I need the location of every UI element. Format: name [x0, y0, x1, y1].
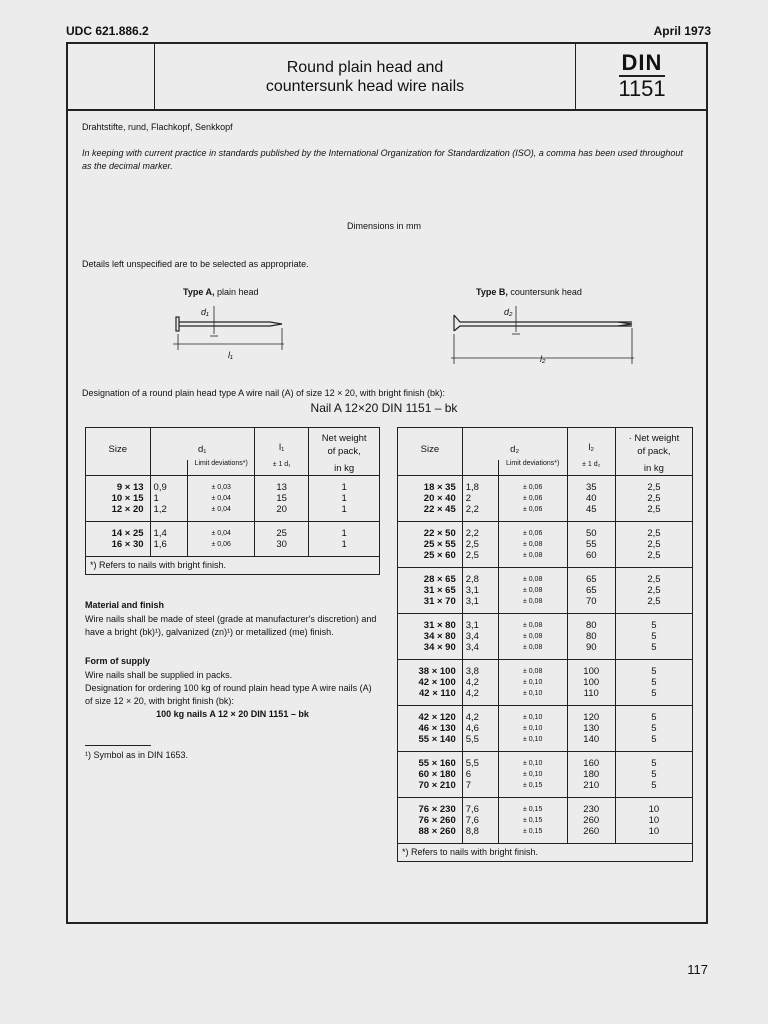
- weight-cell: 1: [309, 522, 380, 540]
- weight-cell: 5: [615, 660, 692, 678]
- material-heading: Material and finish: [85, 600, 165, 610]
- size-cell: 76 × 260: [418, 815, 456, 826]
- diameter-cell: 2: [462, 493, 498, 504]
- weight-cell: 5: [615, 752, 692, 770]
- diameter-cell: 3,1: [462, 614, 498, 632]
- length-cell: 140: [567, 734, 615, 752]
- weight-cell: 1: [309, 539, 380, 557]
- deviation-cell: ± 0,04: [188, 522, 255, 540]
- table-type-b-body: [398, 476, 693, 844]
- diameter-cell: 3,1: [462, 596, 498, 614]
- size-cell: 55 × 140: [398, 734, 463, 752]
- diameter-cell: 3,8: [462, 660, 498, 678]
- length-cell: 65: [567, 568, 615, 586]
- publication-date: April 1973: [653, 24, 711, 38]
- diameter-cell: 3,1: [462, 585, 498, 596]
- designation-example: Nail A 12×20 DIN 1151 – bk: [310, 401, 458, 415]
- table-row: [398, 642, 693, 660]
- deviation-cell: ± 0,08: [498, 642, 567, 660]
- size-cell: 55 × 160: [418, 758, 456, 769]
- deviation-cell: ± 0,04: [188, 493, 255, 504]
- weight-cell: 2,5: [615, 568, 692, 586]
- deviation-cell: ± 0,08: [498, 568, 567, 586]
- length-cell: 45: [567, 504, 615, 522]
- weight-cell: 5: [615, 677, 692, 688]
- size-cell: 12 × 20: [86, 504, 151, 522]
- table-row: [398, 550, 693, 568]
- diameter-cell: 4,2: [462, 677, 498, 688]
- size-cell: 22 × 50: [423, 528, 456, 539]
- diameter-cell: 8,8: [462, 826, 498, 844]
- weight-cell: 2,5: [615, 493, 692, 504]
- supply-section: [85, 656, 380, 721]
- table-row: [398, 688, 693, 706]
- diameter-cell: 5,5: [462, 734, 498, 752]
- weight-cell: 2,5: [615, 539, 692, 550]
- length-cell: 70: [567, 596, 615, 614]
- table-row: [398, 734, 693, 752]
- footnote-symbol: ¹) Symbol as in DIN 1653.: [85, 750, 189, 760]
- length-cell: 60: [567, 550, 615, 568]
- din-badge: [576, 52, 708, 100]
- diameter-cell: 2,2: [462, 504, 498, 522]
- weight-cell: 2,5: [615, 550, 692, 568]
- table-type-b: Size d₂ l₂ ± 1 d₂ · Net weight of pack, in kg Limit deviations*) 18 × 35 1,8 ± 0,06 35 2,5 20 × 40 2 ± 0,06 40 2,5 22 × 45 2,2 ± 0,06 45 2,5 22 × 50 2,2 ± 0,06 50 2,5 25 × 55 2,5 ± 0,08 55 2,5 25 × 60 2,5 ± 0,08 60 2,5 28 × 65 2,8 ± 0,08 65 2,5 31 × 65 3,1 ± 0,08 65 2,5 31 × 70 3,1 ± 0,08 70 2,5 31 × 80 3,1 ± 0,08 80 5 34 × 80 3,4 ± 0,08 80 5 34 × 90 3,4 ± 0,08 90 5 38 × 100 3,8 ± 0,08 100 5 42 × 100 4,2 ± 0,10 100 5 42 × 110 4,2 ± 0,10 110 5 42 × 120 4,2 ± 0,10 120 5 46 × 130 4,6 ± 0,10 130 5 55 × 140 5,5 ± 0,10 140 5 55 × 160 5,5 ± 0,10 160 5 60 × 180 6 ± 0,10 180 5 70 × 210 7 ± 0,15 210 5 76 × 230 7,6 ± 0,15 230 10 76 × 260 7,6 ± 0,15 260 10 88 × 260 8,8 ± 0,15 260 10 *) Refers to nails with bright finish.: [397, 427, 693, 862]
- deviation-cell: ± 0,06: [498, 493, 567, 504]
- deviation-cell: ± 0,15: [498, 798, 567, 816]
- udc-number: UDC 621.886.2: [66, 24, 149, 38]
- table-row: [398, 585, 693, 596]
- weight-cell: 5: [615, 706, 692, 724]
- size-cell: 42 × 100: [418, 677, 456, 688]
- deviation-cell: ± 0,06: [498, 476, 567, 494]
- deviation-cell: ± 0,15: [498, 826, 567, 844]
- diameter-cell: 4,2: [462, 706, 498, 724]
- supply-text-1: Wire nails shall be supplied in packs.: [85, 670, 233, 680]
- diameter-cell: 4,2: [462, 688, 498, 706]
- weight-cell: 5: [615, 614, 692, 632]
- length-cell: 130: [567, 723, 615, 734]
- table-row: [398, 568, 693, 586]
- supply-order: 100 kg nails A 12 × 20 DIN 1151 – bk: [156, 709, 309, 719]
- label-l1: l₁: [228, 350, 233, 360]
- header-divider-bottom: [66, 109, 708, 111]
- type-b-caption: Type B, countersunk head: [476, 287, 582, 297]
- table-row: [398, 826, 693, 844]
- diameter-cell: 1,6: [150, 539, 188, 557]
- supply-text-2: Designation for ordering 100 kg of round plain head type A wire nails (A) of size 12 × 20, with bright finish (bk):: [85, 683, 372, 706]
- deviation-cell: ± 0,10: [498, 688, 567, 706]
- table-row: [398, 614, 693, 632]
- length-cell: 210: [567, 780, 615, 798]
- size-cell: 60 × 180: [418, 769, 456, 780]
- size-cell: 46 × 130: [418, 723, 456, 734]
- weight-cell: 5: [615, 769, 692, 780]
- length-cell: 40: [567, 493, 615, 504]
- diameter-cell: 4,6: [462, 723, 498, 734]
- table-row: [86, 493, 380, 504]
- length-cell: 260: [567, 826, 615, 844]
- table-type-a-body: [86, 476, 380, 557]
- label-d1: d₁: [201, 307, 209, 317]
- deviation-cell: ± 0,10: [498, 734, 567, 752]
- german-title: Drahtstifte, rund, Flachkopf, Senkkopf: [82, 122, 233, 132]
- size-cell: 9 × 13: [116, 482, 144, 493]
- designation-intro: Designation of a round plain head type A wire nail (A) of size 12 × 20, with bright finish (bk):: [82, 388, 445, 398]
- length-cell: 180: [567, 769, 615, 780]
- deviation-cell: ± 0,08: [498, 585, 567, 596]
- length-cell: 15: [255, 493, 309, 504]
- deviation-cell: ± 0,08: [498, 539, 567, 550]
- deviation-cell: ± 0,15: [498, 815, 567, 826]
- type-a-caption: Type A, plain head: [183, 287, 259, 297]
- deviation-cell: ± 0,10: [498, 723, 567, 734]
- footnote-rule: [85, 745, 151, 746]
- size-cell: 28 × 65: [423, 574, 456, 585]
- size-cell: 10 × 15: [111, 493, 144, 504]
- diameter-cell: 1: [150, 493, 188, 504]
- diameter-cell: 7,6: [462, 815, 498, 826]
- material-text: Wire nails shall be made of steel (grade at manufacturer's discretion) and have a bright (bk)¹), galvanized (zn)¹) or metallized (me) finish.: [85, 614, 377, 637]
- weight-cell: 10: [615, 798, 692, 816]
- deviation-cell: ± 0,08: [498, 596, 567, 614]
- size-cell: 14 × 25: [111, 528, 144, 539]
- table-row: [86, 522, 380, 540]
- length-cell: 100: [567, 677, 615, 688]
- size-cell: 34 × 90: [398, 642, 463, 660]
- label-l2: l₂: [540, 354, 546, 364]
- deviation-cell: ± 0,10: [498, 769, 567, 780]
- diameter-cell: 0,9: [150, 476, 188, 494]
- diameter-cell: 1,4: [150, 522, 188, 540]
- weight-cell: 5: [615, 780, 692, 798]
- size-cell: 88 × 260: [398, 826, 463, 844]
- dimensions-note: Dimensions in mm: [346, 221, 422, 231]
- diameter-cell: 5,5: [462, 752, 498, 770]
- diameter-cell: 7,6: [462, 798, 498, 816]
- size-cell: 18 × 35: [423, 482, 456, 493]
- diameter-cell: 1,2: [150, 504, 188, 522]
- size-cell: 22 × 45: [398, 504, 463, 522]
- diameter-cell: 2,2: [462, 522, 498, 540]
- diameter-cell: 2,8: [462, 568, 498, 586]
- length-cell: 35: [567, 476, 615, 494]
- deviation-cell: ± 0,06: [188, 539, 255, 557]
- deviation-cell: ± 0,04: [188, 504, 255, 522]
- iso-note: In keeping with current practice in standards published by the International Organization for Standardization (ISO), a comma has been used throughout as the decimal marker.: [82, 148, 683, 171]
- table-row: [398, 476, 693, 494]
- table-row: [398, 752, 693, 770]
- length-cell: 65: [567, 585, 615, 596]
- deviation-cell: ± 0,08: [498, 550, 567, 568]
- table-row: [398, 769, 693, 780]
- document-title: Round plain head and countersunk head wire nails: [265, 59, 465, 95]
- table-row: [398, 706, 693, 724]
- length-cell: 90: [567, 642, 615, 660]
- diameter-cell: 1,8: [462, 476, 498, 494]
- weight-cell: 1: [309, 493, 380, 504]
- length-cell: 50: [567, 522, 615, 540]
- size-cell: 42 × 110: [398, 688, 463, 706]
- table-row: [398, 539, 693, 550]
- length-cell: 80: [567, 614, 615, 632]
- weight-cell: 5: [615, 642, 692, 660]
- table-row: [398, 660, 693, 678]
- table-type-a: Size d₁ l₁ ± 1 d₁ Net weight of pack, in kg Limit deviations*) 9 × 13 0,9 ± 0,03 13 1 10 × 15 1 ± 0,04 15 1 12 × 20 1,2 ± 0,04 20 1 14 × 25 1,4 ± 0,04 25 1 16 × 30 1,6 ± 0,06 30 1 *) Refers to nails with bright finish.: [85, 427, 380, 575]
- table-row: [398, 723, 693, 734]
- table-row: [398, 504, 693, 522]
- weight-cell: 10: [615, 815, 692, 826]
- length-cell: 80: [567, 631, 615, 642]
- label-d2: d₂: [504, 307, 513, 317]
- length-cell: 13: [255, 476, 309, 494]
- length-cell: 20: [255, 504, 309, 522]
- length-cell: 25: [255, 522, 309, 540]
- length-cell: 260: [567, 815, 615, 826]
- table-row: [398, 522, 693, 540]
- deviation-cell: ± 0,06: [498, 504, 567, 522]
- size-cell: 31 × 80: [423, 620, 456, 631]
- size-cell: 31 × 70: [398, 596, 463, 614]
- din-label: DIN: [621, 50, 663, 75]
- diameter-cell: 6: [462, 769, 498, 780]
- material-section: [85, 600, 380, 639]
- diameter-cell: 2,5: [462, 550, 498, 568]
- details-note: Details left unspecified are to be selected as appropriate.: [82, 259, 309, 269]
- weight-cell: 2,5: [615, 476, 692, 494]
- weight-cell: 5: [615, 688, 692, 706]
- table-row: [398, 815, 693, 826]
- table-row: [398, 798, 693, 816]
- size-cell: 25 × 55: [423, 539, 456, 550]
- deviation-cell: ± 0,08: [498, 660, 567, 678]
- table-row: [86, 504, 380, 522]
- table-row: [86, 476, 380, 494]
- size-cell: 70 × 210: [398, 780, 463, 798]
- length-cell: 100: [567, 660, 615, 678]
- table-row: [398, 780, 693, 798]
- page-number: 117: [687, 962, 708, 977]
- size-cell: 25 × 60: [398, 550, 463, 568]
- table-row: [398, 493, 693, 504]
- diameter-cell: 3,4: [462, 642, 498, 660]
- diameter-cell: 3,4: [462, 631, 498, 642]
- din-number: 1151: [618, 76, 666, 101]
- diameter-cell: 2,5: [462, 539, 498, 550]
- deviation-cell: ± 0,10: [498, 706, 567, 724]
- length-cell: 160: [567, 752, 615, 770]
- table-row: [398, 631, 693, 642]
- weight-cell: 2,5: [615, 522, 692, 540]
- deviation-cell: ± 0,06: [498, 522, 567, 540]
- diameter-cell: 7: [462, 780, 498, 798]
- size-cell: 16 × 30: [86, 539, 151, 557]
- deviation-cell: ± 0,03: [188, 476, 255, 494]
- length-cell: 110: [567, 688, 615, 706]
- table-row: [398, 596, 693, 614]
- header-divider-left: [154, 42, 155, 110]
- weight-cell: 2,5: [615, 596, 692, 614]
- table-row: [86, 539, 380, 557]
- size-cell: 42 × 120: [418, 712, 456, 723]
- weight-cell: 5: [615, 631, 692, 642]
- weight-cell: 2,5: [615, 504, 692, 522]
- weight-cell: 10: [615, 826, 692, 844]
- size-cell: 76 × 230: [418, 804, 456, 815]
- table-row: [398, 677, 693, 688]
- deviation-cell: ± 0,10: [498, 677, 567, 688]
- length-cell: 55: [567, 539, 615, 550]
- weight-cell: 5: [615, 723, 692, 734]
- deviation-cell: ± 0,08: [498, 614, 567, 632]
- deviation-cell: ± 0,08: [498, 631, 567, 642]
- length-cell: 230: [567, 798, 615, 816]
- size-cell: 38 × 100: [418, 666, 456, 677]
- size-cell: 31 × 65: [423, 585, 456, 596]
- supply-heading: Form of supply: [85, 656, 150, 666]
- weight-cell: 1: [309, 504, 380, 522]
- weight-cell: 5: [615, 734, 692, 752]
- size-cell: 20 × 40: [423, 493, 456, 504]
- length-cell: 120: [567, 706, 615, 724]
- deviation-cell: ± 0,10: [498, 752, 567, 770]
- length-cell: 30: [255, 539, 309, 557]
- weight-cell: 2,5: [615, 585, 692, 596]
- deviation-cell: ± 0,15: [498, 780, 567, 798]
- weight-cell: 1: [309, 476, 380, 494]
- size-cell: 34 × 80: [423, 631, 456, 642]
